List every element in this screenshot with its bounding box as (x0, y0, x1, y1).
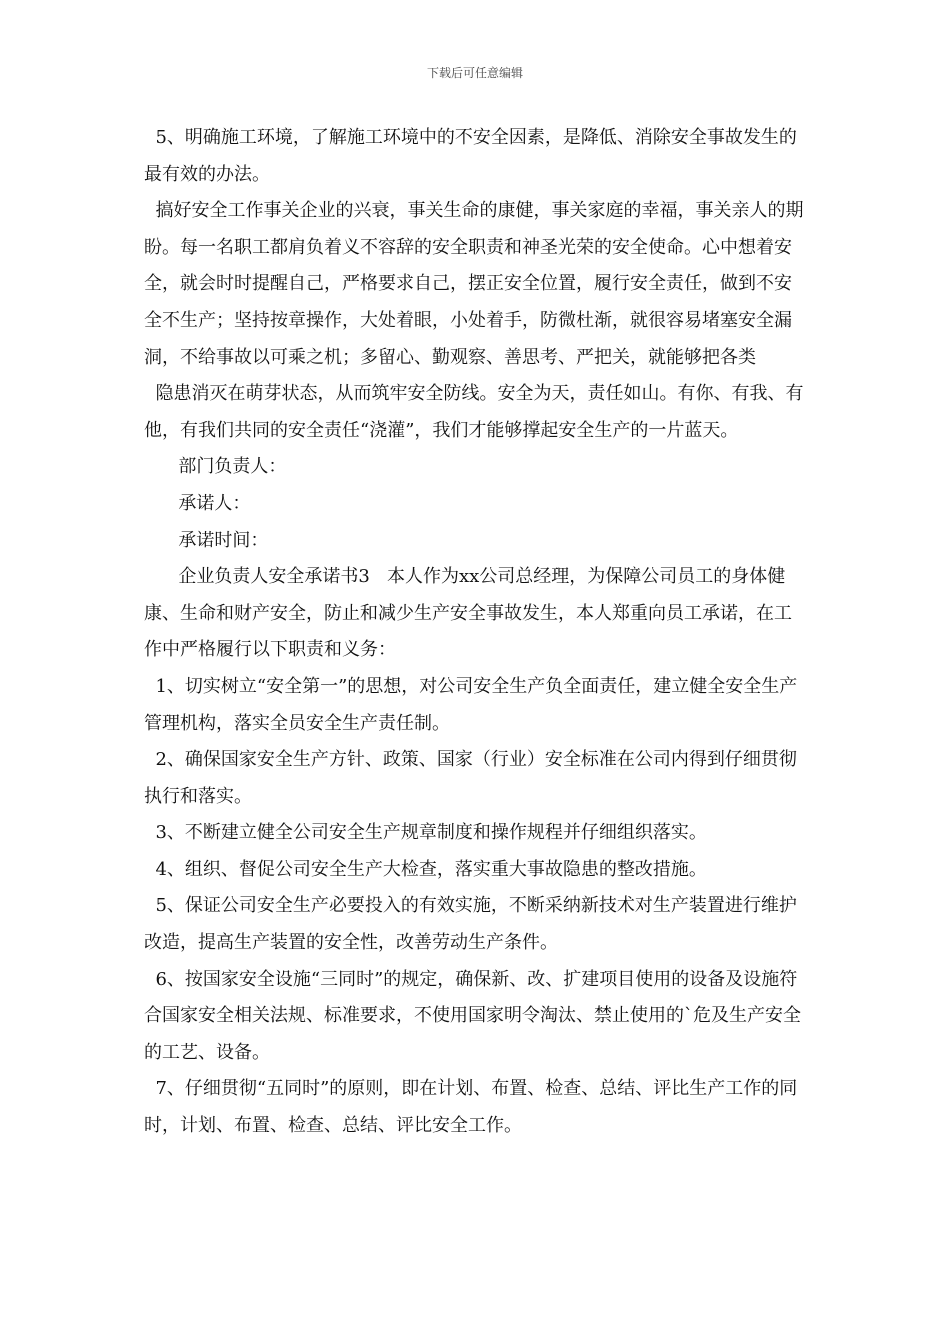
list-item-2: 2、确保国家安全生产方针、政策、国家（行业）安全标准在公司内得到仔细贯彻执行和落实。 (144, 749, 797, 807)
page-header: 下载后可任意编辑 (426, 66, 523, 80)
paragraph-commitment-intro: 企业负责人安全承诺书3 本人作为xx公司总经理，为保障公司员工的身体健康、生命和财产安全，防止和减少生产安全事故发生，本人郑重向员工承诺，在工作中严格履行以下职责和义务： (144, 566, 792, 661)
paragraph-hazard-elimination: 隐患消灭在萌芽状态，从而筑牢安全防线。安全为天，责任如山。有你、有我、有他，有我们共同的安全责任“浇灌”，我们才能够撑起安全生产的一片蓝天。 (144, 383, 804, 441)
department-head-field: 部门负责人： (144, 456, 287, 478)
list-item-7: 7、仔细贯彻“五同时”的原则，即在计划、布置、检查、总结、评比生产工作的同时，计划、布置、检查、总结、评比安全工作。 (144, 1078, 798, 1137)
list-item-3: 3、不断建立健全公司安全生产规章制度和操作规程并仔细组织落实。 (144, 822, 707, 844)
list-item-4: 4、组织、督促公司安全生产大检查，落实重大事故隐患的整改措施。 (144, 858, 707, 880)
list-item-5: 5、保证公司安全生产必要投入的有效实施，不断采纳新技术对生产装置进行维护改造，提高生产装置的安全性，改善劳动生产条件。 (144, 895, 797, 954)
paragraph-item-5-environment: 5、明确施工环境，了解施工环境中的不安全因素，是降低、消除安全事故发生的最有效的办法。 (144, 127, 797, 185)
list-item-6: 6、按国家安全设施“三同时”的规定，确保新、改、扩建项目使用的设备及设施符合国家安全相关法规、标准要求，不使用国家明令淘汰、禁止使用的`危及生产安全的工艺、设备。 (144, 968, 801, 1063)
paragraph-safety-importance: 搞好安全工作事关企业的兴衰，事关生命的康健，事关家庭的幸福，事关亲人的期盼。每一名职工都肩负着义不容辞的安全职责和神圣光荣的安全使命。心中想着安全，就会时时提醒自己，严格要求自己，摆正安全位置，履行安全责任，做到不安全不生产；坚持按章操作，大处着眼，小处着手，防微杜渐，就很容易堵塞安全漏洞，不给事故以可乘之机；多留心、勤观察、善思考、严把关，就能够把各类 (144, 200, 804, 368)
list-item-1: 1、切实树立“安全第一”的思想，对公司安全生产负全面责任，建立健全安全生产管理机构，落实全员安全生产责任制。 (144, 675, 798, 734)
promisor-field: 承诺人： (144, 492, 251, 514)
promise-time-field: 承诺时间： (144, 529, 269, 551)
document-body (144, 120, 808, 1145)
